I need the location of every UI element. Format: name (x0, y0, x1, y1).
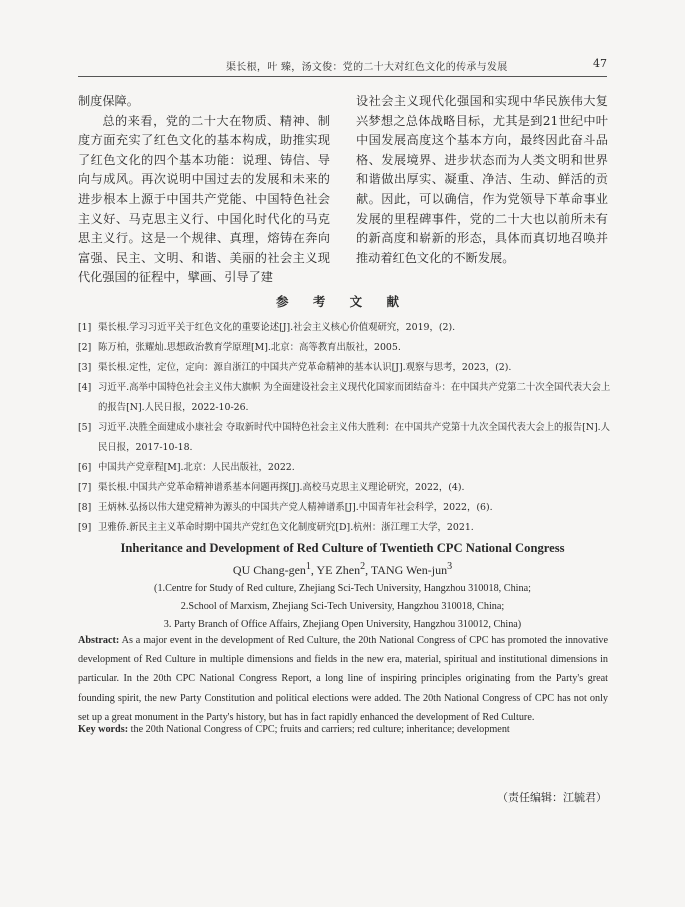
affiliation-line: (1.Centre for Study of Red culture, Zhejiang Sci-Tech University, Hangzhou 310018, China; (154, 583, 531, 594)
right-column (356, 92, 608, 268)
references-heading: 参 考 文 献 (275, 294, 410, 309)
reference-number: [7] (78, 482, 92, 493)
reference-text: 习近平.决胜全面建成小康社会 夺取新时代中国特色社会主义伟大胜利：在中国共产党第十九次全国代表大会上的报告[N].人民日报，2017-10-18. (98, 422, 610, 453)
keywords-text: the 20th National Congress of CPC; fruits and carriers; red culture; inheritance; development (130, 724, 510, 735)
author-name: YE Zhen (316, 563, 361, 577)
paragraph: 总的来看，党的二十大在物质、精神、制度方面充实了红色文化的基本构成，助推实现了红色文化的四个基本功能：说理、铸信、导向与成风。再次说明中国过去的发展和未来的进步根本上源于中国共产党能、中国特色社会主义好、马克思主义行、中国化时代化的马克思主义行。这是一个规律、真理，熔铸在奔向富强、民主、文明、和谐、美丽的社会主义现代化强国的征程中，擘画、引导了建 (78, 113, 330, 285)
reference-number: [3] (78, 362, 92, 373)
reference-text: 陈万柏，张耀灿.思想政治教育学原理[M].北京：高等教育出版社，2005. (98, 342, 401, 353)
author-affiliation-mark: 1 (305, 561, 311, 572)
running-title: 渠长根，叶 臻，汤文俊：党的二十大对红色文化的传承与发展 (226, 62, 508, 73)
responsible-editor: （责任编辑：江毓君） (497, 791, 607, 804)
reference-item (78, 478, 612, 498)
english-keywords (78, 724, 608, 735)
author-affiliation-mark: 2 (360, 561, 366, 572)
reference-text: 习近平.高举中国特色社会主义伟大旗帜 为全面建设社会主义现代化国家而团结奋斗：在中国共产党第二十次全国代表大会上的报告[N].人民日报，2022-10-26. (98, 382, 611, 413)
keywords-label: Key words: (78, 724, 129, 735)
reference-text: 渠长根.中国共产党革命精神谱系基本问题再探[J].高校马克思主义理论研究，2022，(4). (98, 482, 465, 493)
reference-item (78, 378, 612, 418)
reference-number: [8] (78, 502, 92, 513)
english-authors: QU Chang-gen$^1$, YE Zhen$^2$, TANG Wen-jun$^3$ (232, 561, 453, 577)
reference-number: [2] (78, 342, 92, 353)
reference-item (78, 318, 612, 338)
reference-text: 王炳林.弘扬以伟大建党精神为源头的中国共产党人精神谱系[J].中国青年社会科学，2022，(6). (98, 502, 493, 513)
reference-item (78, 358, 612, 378)
english-abstract (78, 631, 608, 727)
abstract-label: Abstract: (78, 635, 120, 646)
author-name: QU Chang-gen (232, 563, 306, 577)
page-number: 47 (593, 57, 607, 70)
paragraph-end: 制度保障。 (78, 94, 139, 108)
reference-number: [6] (78, 462, 92, 473)
reference-number: [9] (78, 522, 92, 533)
reference-item (78, 518, 612, 538)
reference-item (78, 498, 612, 518)
author-affiliation-mark: 3 (447, 561, 453, 572)
paragraph-continued: 设社会主义现代化强国和实现中华民族伟大复兴梦想之总体战略目标，尤其是到21世纪中叶中国发展高度这个基本方向，最终因此奋斗品格、发展境界、进步状态而为人类文明和世界和谐做出厚实、凝重、净洁、生动、鲜活的贡献。因此，可以确信，作为党领导下革命事业发展的里程碑事件，党的二十大也以前所未有的新高度和崭新的形态，具体而真切地召唤并推动着红色文化的不断发展。 (356, 94, 608, 265)
abstract-text: As a major event in the development of Red Culture, the 20th National Congress of CPC has promoted the innovative development of Red Culture in multiple dimensions and fields in the new era, material, spiritual and institutional dimensions in particular. In the 20th CPC National Congress Report, a long line of inspiring principles originating from the Party's great founding spirit, the new Party Constitution and political elections were added. The 20th National Congress of CPC has not only set up a great monument in the Party's history, but has in fact rapidly enhanced the development of Red Culture. (78, 635, 609, 723)
reference-text: 渠长根.定性，定位，定向：源自浙江的中国共产党革命精神的基本认识[J].观察与思考，2023，(2). (98, 362, 512, 373)
running-header (78, 54, 607, 77)
affiliation-line: 2.School of Marxism, Zhejiang Sci-Tech University, Hangzhou 310018, China; (180, 601, 505, 612)
reference-text: 渠长根.学习习近平关于红色文化的重要论述[J].社会主义核心价值观研究，2019，(2). (98, 322, 456, 333)
reference-number: [4] (78, 382, 92, 393)
english-title: Inheritance and Development of Red Culture of Twentieth CPC National Congress (120, 541, 565, 555)
references-list (78, 318, 612, 538)
reference-number: [1] (78, 322, 92, 333)
reference-item (78, 418, 612, 458)
left-column (78, 92, 330, 288)
reference-number: [5] (78, 422, 92, 433)
body-text (78, 92, 608, 285)
reference-text: 中国共产党章程[M].北京：人民出版社，2022. (98, 462, 295, 473)
reference-item (78, 338, 612, 358)
affiliation-line: 3. Party Branch of Office Affairs, Zhejiang Open University, Hangzhou 310012, China) (163, 619, 522, 630)
reference-item (78, 458, 612, 478)
author-name: TANG Wen-jun (370, 563, 448, 577)
reference-text: 卫雅侨.新民主主义革命时期中国共产党红色文化制度研究[D].杭州：浙江理工大学，2021. (98, 522, 474, 533)
